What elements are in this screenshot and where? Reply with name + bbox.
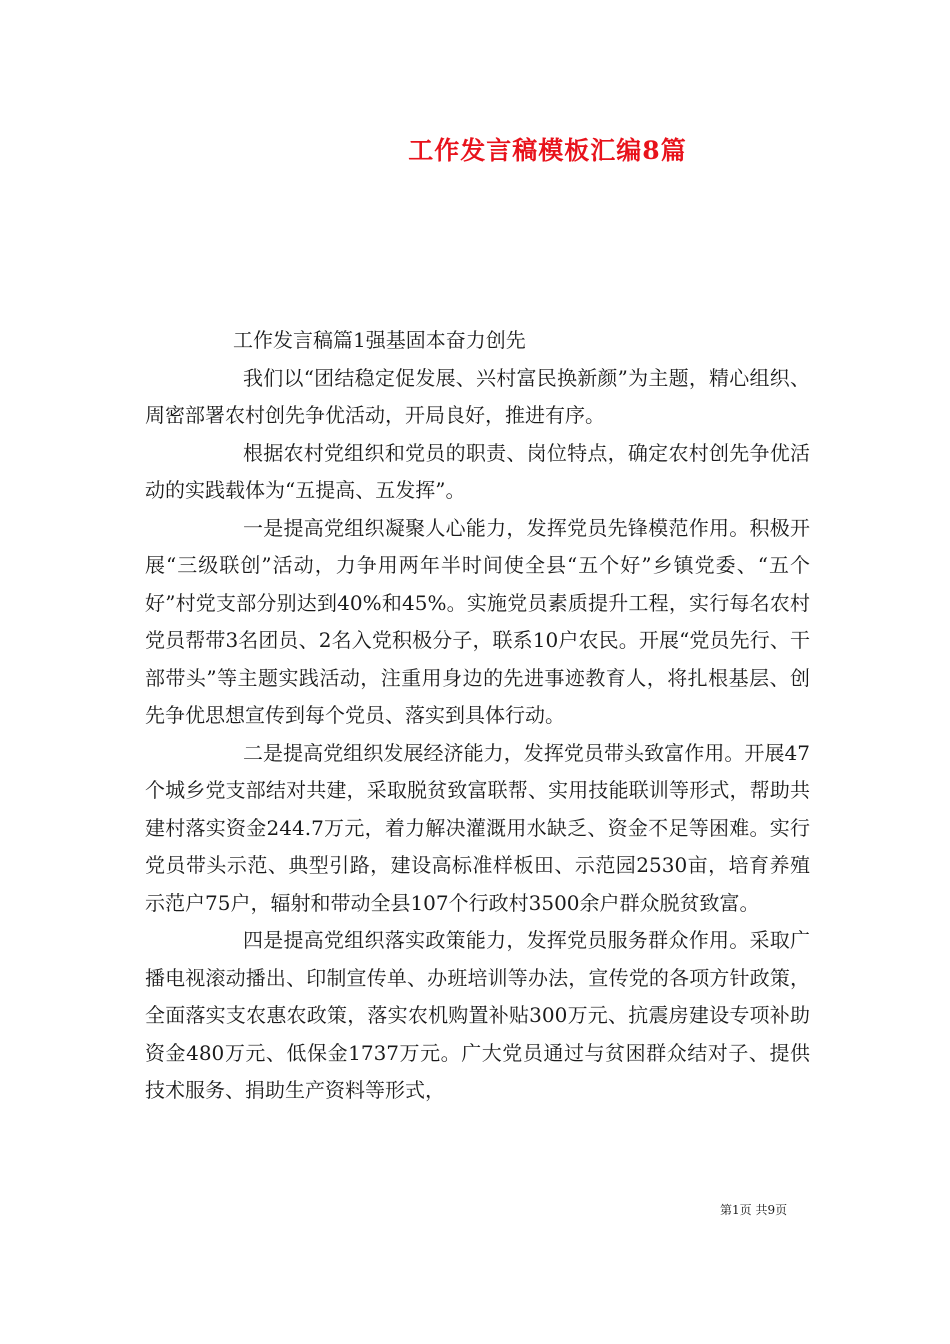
paragraph-1: 我们以“团结稳定促发展、兴村富民换新颜”为主题，精心组织、周密部署农村创先争优活动，开局良好，推进有序。: [145, 365, 810, 427]
page-number-footer: 第1页 共9页: [720, 1203, 788, 1217]
paragraph-2: 根据农村党组织和党员的职责、岗位特点，确定农村创先争优活动的实践载体为“五提高、五发挥”。: [145, 440, 810, 502]
paragraph-4: 二是提高党组织发展经济能力，发挥党员带头致富作用。开展47个城乡党支部结对共建，采取脱贫致富联帮、实用技能联训等形式，帮助共建村落实资金244.7万元，着力解决灌溉用水缺乏、资金不足等困难。实行党员带头示范、典型引路，建设高标准样板田、示范园2530亩，培育养殖示范户75户，辐射和带动全县107个行政村3500余户群众脱贫致富。: [145, 740, 810, 915]
paragraph-5: 四是提高党组织落实政策能力，发挥党员服务群众作用。采取广播电视滚动播出、印制宣传单、办班培训等办法，宣传党的各项方针政策，全面落实支农惠农政策，落实农机购置补贴300万元、抗震房建设专项补助资金480万元、低保金1737万元。广大党员通过与贫困群众结对子、提供技术服务、捐助生产资料等形式，: [145, 928, 810, 1102]
document-body: [145, 322, 810, 1110]
page-title: 工作发言稿模板汇编8篇: [408, 136, 687, 165]
paragraph-3: 一是提高党组织凝聚人心能力，发挥党员先锋模范作用。积极开展“三级联创”活动，力争用两年半时间使全县“五个好”乡镇党委、“五个好”村党支部分别达到40%和45%。实施党员素质提升工程，实行每名农村党员帮带3名团员、2名入党积极分子，联系10户农民。开展“党员先行、干部带头”等主题实践活动，注重用身边的先进事迹教育人，将扎根基层、创先争优思想宣传到每个党员、落实到具体行动。: [145, 515, 810, 727]
section-heading: 工作发言稿篇1强基固本奋力创先: [233, 328, 526, 352]
